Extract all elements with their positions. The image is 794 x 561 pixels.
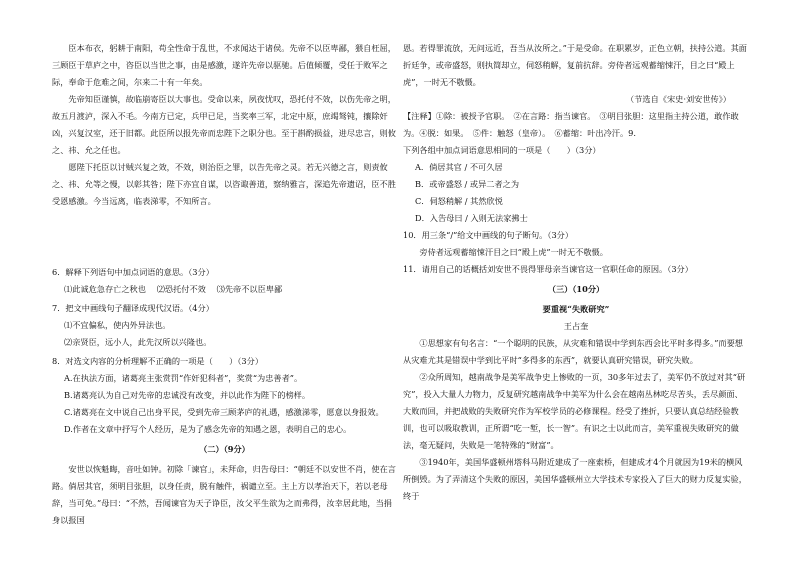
passage2-part-2: 恩。若得罪流放，无问远近，吾当从汝所之。”于是受命。在职累岁，正色立朝，扶持公道。其面折廷争，或帝盛怒，则执简却立，伺怒稍解，复前抗辞。旁侍者远观蓄缩悚汗，目之曰“殿上虎”，一时无不敬慑。 [403,43,747,87]
spacer [52,210,397,262]
q10-sentence: 旁侍者远观蓄缩悚汗目之曰“殿上虎”一时无不敬慑。 [419,247,608,257]
right-column [403,40,749,505]
question-10: 10．用三条“/”给文中画线的句子断句。（3分） [403,230,574,240]
q6-item-3: ⑶先帝不以臣卑鄙 [216,284,283,294]
q8-option-a: A.在执法方面，诸葛亮主张赏罚“作奸犯科者”，奖赏“为忠善者”。 [64,373,303,383]
q8-option-c: C.诸葛亮在文中说自己出身平民，受到先帝三顾茅庐的礼遇，感激涕零，愿意以身报效。 [64,407,384,417]
section-3-heading: （三）（10分） [547,284,605,294]
passage2-part-1: 安世以恢魁晦，音吐如钟。初除「谏官」，未拜命，归告母曰：“朝廷不以安世不肖，使在言路。倘居其官，须明目张胆，以身任责，脱有触件，祸谴立至。主上方以孝治天下，若以老母辞，当可免。”母曰：“不然，吾闻谏官为天子诤臣，汝父平生欲为之而弗得，汝幸居此地，当捐身以报国 [52,464,396,525]
article-author: 王占奎 [563,321,589,331]
q8-option-d: D.作者在文章中抒写个人经历，是为了感念先帝的知遇之恩，表明自己的忠心。 [64,424,352,434]
q9-option-d: D．入告母曰 / 入则无法家拂士 [415,213,528,223]
q6-item-2: ⑵恐托付不效 [156,284,206,294]
question-6-items [52,281,397,298]
q9-option-b: B．或帝盛怒 / 或异二者之为 [415,179,520,189]
passage2-source: （节选自《宋史·刘安世传》） [626,94,731,104]
section-2-heading: （二）（9分） [199,444,250,454]
q9-option-a: A．倘居其官 / 不可久居 [415,162,503,172]
q8-option-b: B.诸葛亮认为自己对先帝的忠诚没有改变，并以此作为陛下的榜样。 [64,390,311,400]
passage3-para-1: ①思想家有句名言：“一个聪明的民族，从灾难和错误中学到东西会比平时多得多。”而要想从灾难尤其是错误中学到比平时“多得多的东西”，就要认真研究错误，研究失败。 [403,338,743,365]
question-7: 7．把文中画线句子翻译成现代汉语。（4分） [52,303,214,313]
question-9: 下列各组中加点词语意思相同的一项是（ ）（3分） [403,145,601,155]
question-11: 11．请用自己的话概括刘安世不畏得罪母亲当谏官这一官职任命的原因。（3分） [403,264,693,274]
question-8: 8．对选文内容的分析理解不正确的一项是（ ）（3分） [52,356,264,366]
left-column [52,40,397,529]
q6-item-1: ⑴此诚危急存亡之秋也 [64,284,146,294]
passage1-para-2: 先帝知臣谨慎，故临崩寄臣以大事也。受命以来，夙夜忧叹，恐托付不效，以伤先帝之明，故五月渡泸，深入不毛。今南方已定，兵甲已足，当奖率三军，北定中原，庶竭驽钝，攘除奸凶，兴复汉室，还于旧都。此臣所以报先帝而忠陛下之职分也。至于斟酌损益，进尽忠言，则攸之、祎、允之任也。 [52,94,396,155]
q7-item-1: ⑴不宜偏私，使内外异法也。 [64,320,171,330]
passage1-para-3: 愿陛下托臣以讨贼兴复之效，不效，则治臣之罪，以告先帝之灵。若无兴德之言，则责攸之、祎、允等之慢，以彰其咎；陛下亦宜自谋，以咨诹善道，察纳雅言，深追先帝遗诏，臣不胜受恩感激。今当远离，临表涕零，不知所言。 [52,162,396,206]
annotation-note: 【注释】①除：被授予官职。 ②在言路：指当谏官。 ③明目张胆：这里指主持公道，敢作敢为。④脱：如果。 ⑤件：触怒（皇帝）。 ⑥蓄缩：叶出冷汗。9. [403,111,739,138]
q7-item-2: ⑵亲贤臣，远小人，此先汉所以兴隆也。 [64,337,212,347]
passage1-para-1: 臣本布衣，躬耕于南阳，苟全性命于乱世，不求闻达于诸侯。先帝不以臣卑鄙，猥自枉屈，三顾臣于草庐之中，咨臣以当世之事，由是感激，遂许先帝以驱驰。后值倾覆，受任于败军之际，奉命于危难之间，尔来二十有一年矣。 [52,43,396,87]
article-title: 要重视“失败研究” [542,304,610,314]
question-6: 6．解释下列语句中加点词语的意思。（3分） [52,267,214,277]
passage3-para-2: ②众所周知，越南战争是美军战争史上惨败的一页，30多年过去了，美军仍不放过对其“研究”，投入大量人力物力，反复研究越南战争中美军为什么会在越南丛林吃尽苦头，丢尽颜面、大败而回，并把战败的失败研究作为军校学员的必修课程。经受了挫折，只要认真总结经验教训，也可以吸取教训，正所谓“吃一堑，长一智”。有识之士以此而言，美军重视失败研究的做法，毫无疑问，失败是一笔特殊的“财富”。 [403,372,746,450]
passage3-para-3: ③1940年，美国华盛顿州塔科马附近建成了一座索桥，但建成才4个月就因为19米的横风所倒毁。为了弄清这个失败的原因，美国华盛顿州立大学技术专家投入了巨大的财力反复实验，终于 [403,457,747,501]
q9-option-c: C．伺怒稍解 / 其然欣悦 [415,196,503,206]
